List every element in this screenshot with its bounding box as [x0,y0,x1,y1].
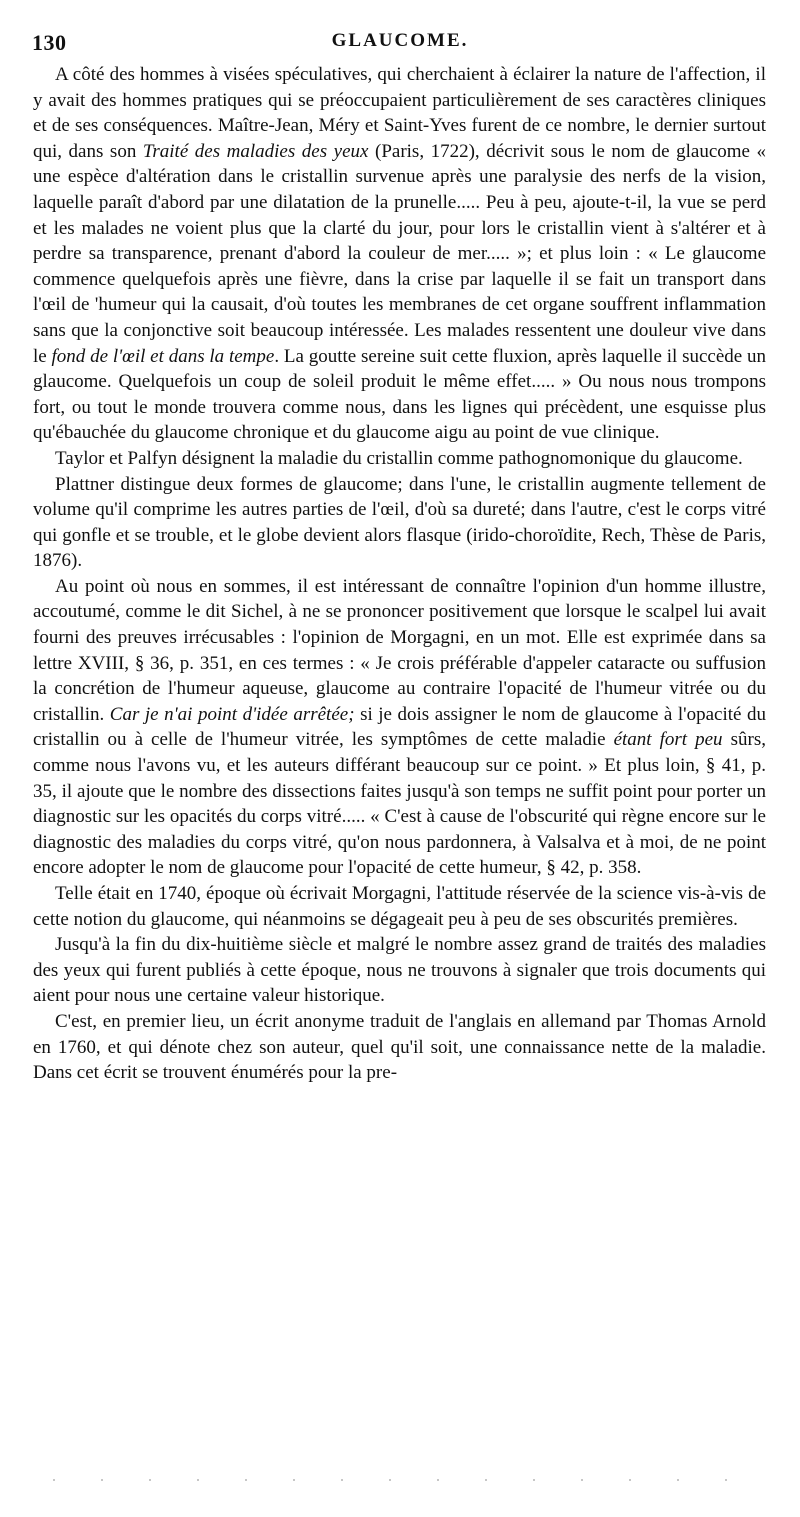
italic-text: fond de l'œil et dans la tempe [51,345,275,367]
text-run: C'est, en premier lieu, un écrit anonyme traduit de l'anglais en allemand par Thomas Arnold en 1760, et qui dénote chez son auteur, quel qu'il soit, une connaissance nette de la maladie. Dans cet écrit se trouvent énumérés pour la pre- [33,1010,766,1084]
paragraph [33,446,766,472]
page-number: 130 [32,30,67,55]
text-run: Telle était en 1740, époque où écrivait Morgagni, l'attitude réservée de la science vis-à-vis de cette notion du glaucome, qui néanmoins se dégageait peu à peu de ses obscurités premières. [33,883,766,930]
body-text [33,62,766,1086]
italic-text: étant fort peu [613,729,723,751]
paragraph [33,932,766,1009]
italic-text: Traité des maladies des yeux [142,140,369,162]
text-run: (Paris, 1722), décrivit sous le nom de glaucome « une espèce d'altération dans le cristallin survenue après une paralysie des nerfs de la vision, laquelle paraît d'abord par une dilatation de la prunelle..... Peu à peu, ajoute-t-il, la vue se perd et les malades ne voient plus que la clarté du jour, pour lors le cristallin vient à s'altérer et à perdre sa transparence, prenant d'abord la couleur de mer..... »; et plus loin : « Le glaucome commence quelquefois après une fièvre, dans la crise par laquelle il se fait un transport dans l'œil de 'humeur qui la causait, d'où toutes les membranes de cet organe souffrent inflammation sans que la conjonctive soit beaucoup intéressée. Les malades ressentent une douleur vive dans le [33,140,766,367]
paragraph [33,472,766,574]
running-title: GLAUCOME. [331,30,469,51]
paragraph [33,62,766,446]
italic-text: Car je n'ai point d'idée arrêtée; [109,703,355,725]
text-run: Plattner distingue deux formes de glaucome; dans l'une, le cristallin augmente tellement de volume qu'il comprime les autres parties de l'œil, d'où sa dureté; dans l'autre, c'est le corps vitré qui gonfle et se trouble, et le globe devient alors flasque (irido-choroïdite, Rech, Thèse de Paris, 1876). [33,473,766,572]
text-run: A côté des hommes à visées spéculatives, qui cherchaient à éclairer la nature de l'affection, il y avait des hommes pratiques qui se préoccupaient particulièrement de ses caractères cliniques et de ses conséquences. Maître-Jean, Méry et Saint-Yves furent de ce nombre, le dernier surtout qui, dans son [33,64,766,162]
paragraph [33,574,766,881]
paragraph [33,881,766,932]
text-run: Jusqu'à la fin du dix-huitième siècle et malgré le nombre assez grand de traités des maladies des yeux qui furent publiés à cette époque, nous ne trouvons à signaler que trois documents qui aient pour nous une certaine valeur historique. [33,934,766,1007]
paragraph [33,1009,766,1086]
text-run: si je dois assigner le nom de glaucome à l'opacité du cristallin ou à celle de l'humeur vitrée, les symptômes de cette maladie [33,703,766,751]
footer-dot-rule [30,1478,770,1482]
text-run: . La goutte sereine suit cette fluxion, après laquelle il succède un glaucome. Quelquefois un coup de soleil produit le même effet..... » Ou nous nous trompons fort, ou tout le monde trouvera comme nous, dans les lignes qui précèdent, une esquisse plus qu'ébauchée du glaucome chronique et du glaucome aigu au point de vue clinique. [33,345,766,444]
text-run: sûrs, comme nous l'avons vu, et les auteurs différant beaucoup sur ce point. » Et plus loin, § 41, p. 35, il ajoute que le nombre des dissections faites jusqu'à son temps ne suffit point pour porter un diagnostic sur les opacités du corps vitré..... « C'est à cause de l'obscurité qui règne encore sur le diagnostic des maladies du corps vitré, qu'on nous pardonnera, à Valsalva et à moi, de ne point encore adopter le nom de glaucome pour l'opacité de cette humeur, § 42, p. 358. [33,729,766,879]
running-head [30,30,770,60]
text-run: Au point où nous en sommes, il est intéressant de connaître l'opinion d'un homme illustre, accoutumé, comme le dit Sichel, à ne se prononcer positivement que lorsque le scalpel lui avait fourni des preuves irrécusables : l'opinion de Morgagni, en un mot. Elle est exprimée dans sa lettre XVIII, § 36, p. 351, en ces termes : « Je crois préférable d'appeler cataracte ou suffusion la concrétion de l'humeur aqueuse, glaucome au contraire l'opacité de l'humeur vitrée ou du cristallin. [33,575,766,725]
text-run: Taylor et Palfyn désignent la maladie du cristallin comme pathognomonique du glaucome. [55,447,743,469]
